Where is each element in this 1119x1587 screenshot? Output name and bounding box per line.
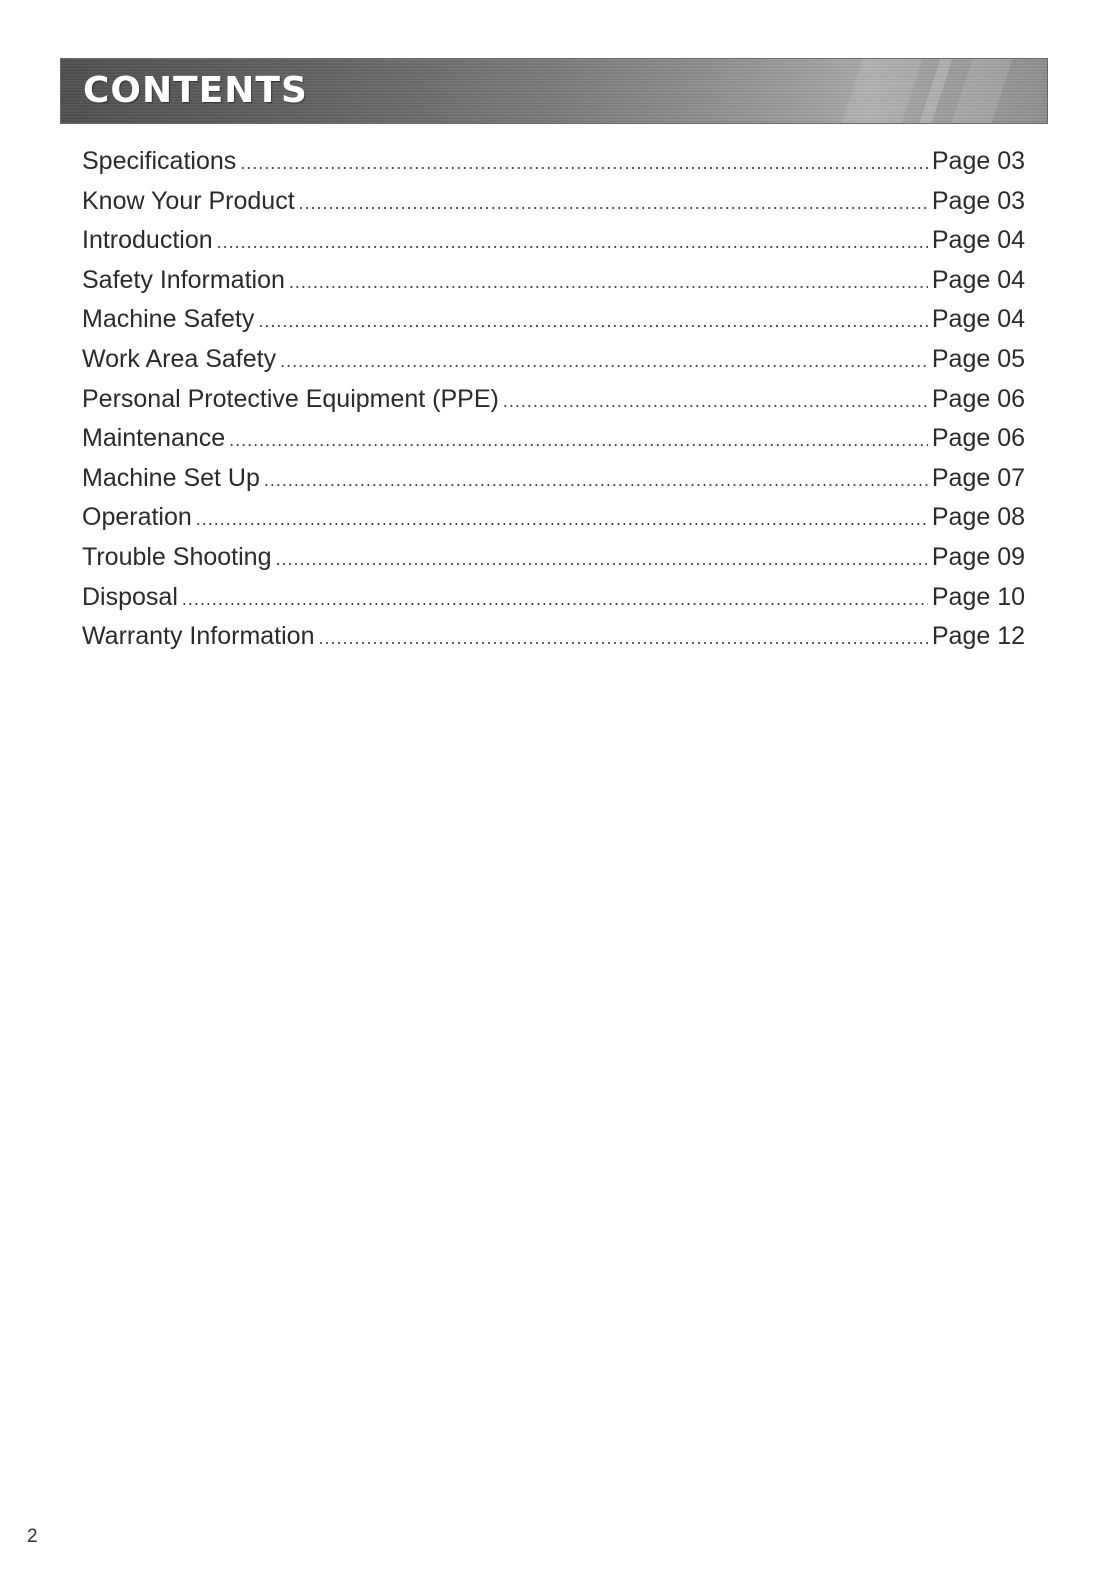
toc-entry-page: Page 04 (931, 226, 1025, 255)
toc-entry-title: Know Your Product (82, 186, 295, 215)
toc-entry-title: Work Area Safety (82, 344, 277, 373)
toc-entry[interactable] (82, 498, 1025, 538)
contents-banner (60, 58, 1048, 124)
toc-entry-page: Page 08 (931, 503, 1025, 532)
toc-dot-leader (289, 263, 928, 303)
banner-streak (914, 58, 955, 124)
toc-entry-title: Warranty Information (82, 622, 315, 651)
toc-entry-title: Specifications (82, 147, 237, 175)
banner-streak (946, 58, 1015, 124)
toc-dot-leader (217, 223, 928, 263)
toc-entry[interactable] (82, 340, 1025, 380)
toc-entry-title: Machine Safety (82, 305, 255, 334)
toc-entry-page: Page 05 (931, 344, 1025, 373)
toc-dot-leader (264, 461, 928, 501)
toc-dot-leader (240, 144, 928, 184)
toc-dot-leader (258, 302, 928, 342)
toc-entry[interactable] (82, 380, 1025, 420)
toc-entry-page: Page 12 (931, 622, 1025, 651)
toc-entry[interactable] (82, 578, 1025, 618)
toc-entry-page: Page 09 (931, 542, 1025, 571)
toc-dot-leader (299, 184, 928, 224)
toc-entry[interactable] (82, 617, 1025, 657)
toc-dot-leader (503, 382, 928, 422)
footer-page-number: 2 (27, 1526, 38, 1547)
toc-entry-page: Page 03 (931, 186, 1025, 215)
toc-entry-page: Page 10 (931, 582, 1025, 611)
toc-entry-page: Page 07 (931, 463, 1025, 492)
toc-dot-leader (182, 580, 928, 620)
toc-dot-leader (280, 342, 928, 382)
toc-entry-page: Page 03 (931, 147, 1025, 175)
toc-dot-leader (196, 500, 928, 540)
toc-entry[interactable] (82, 300, 1025, 340)
page-title: CONTENTS (83, 70, 308, 111)
toc-entry-page: Page 04 (931, 305, 1025, 334)
toc-entry-title: Disposal (82, 582, 178, 611)
toc-entry-page: Page 06 (931, 424, 1025, 453)
toc-entry-title: Trouble Shooting (82, 542, 272, 571)
table-of-contents (82, 142, 1025, 657)
toc-entry[interactable] (82, 182, 1025, 222)
toc-dot-leader (318, 619, 927, 659)
toc-entry-page: Page 04 (931, 265, 1025, 294)
toc-entry[interactable] (82, 142, 1025, 182)
toc-entry[interactable] (82, 261, 1025, 301)
toc-entry-title: Introduction (82, 226, 213, 255)
toc-entry[interactable] (82, 221, 1025, 261)
toc-entry-title: Safety Information (82, 265, 285, 294)
toc-entry[interactable] (82, 459, 1025, 499)
toc-entry-page: Page 06 (931, 384, 1025, 413)
toc-entry-title: Maintenance (82, 424, 226, 453)
toc-entry-title: Machine Set Up (82, 463, 260, 492)
toc-entry-title: Operation (82, 503, 192, 532)
toc-entry[interactable] (82, 538, 1025, 578)
toc-entry-title: Personal Protective Equipment (PPE) (82, 384, 499, 413)
toc-entry[interactable] (82, 419, 1025, 459)
toc-dot-leader (275, 540, 927, 580)
banner-streak (836, 58, 925, 124)
toc-dot-leader (229, 421, 928, 461)
